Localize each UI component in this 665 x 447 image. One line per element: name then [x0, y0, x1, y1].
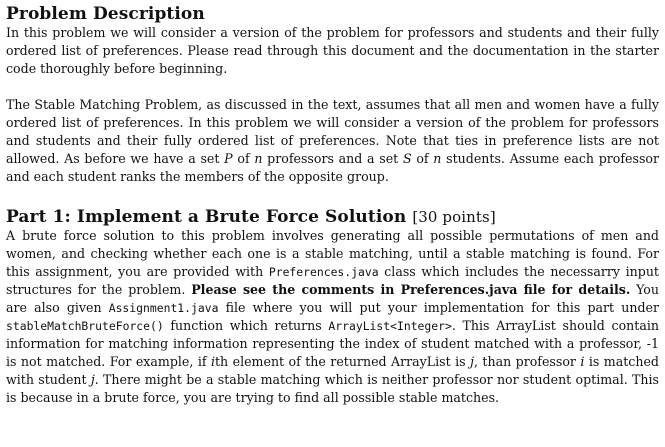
code-preferences-java: Preferences.java: [268, 265, 379, 279]
brute-force-paragraph: A brute force solution to this problem involves generating all possible permutations of men and women, and checking whether each one is a stable matching, until a stable matching is found. For this assignment, you are provided with Preferences.java class which includes the necessarry input structures for the problem. Please see the comments in Preferences.java file for details. You are also given Assignment1.java file where you will put your implementation for this part under stableMatchBruteForce() function which returns ArrayList<Integer>. This ArrayList should contain information for matching information representing the index of student matched with a professor, -1 is not matched. For example, if ith element of the returned ArrayList is j, than professor i is matched with student j. There might be a stable matching which is neither professor nor student optimal. This is because in a brute force, you are trying to find all possible stable matches.: [6, 228, 659, 405]
paragraph-spacer: [6, 78, 659, 96]
code-return-type: ArrayList<Integer>: [328, 319, 452, 333]
code-function-name: stableMatchBruteForce(): [6, 319, 164, 333]
points-label: [30 points]: [412, 208, 496, 226]
part1-heading: Part 1: Implement a Brute Force Solution [30 points]: [6, 207, 496, 227]
intro-paragraph: In this problem we will consider a version of the problem for professors and students and their fully ordered list of preferences. Please read through this document and the documentation in the starter code thoroughly before beginning.: [6, 25, 659, 76]
section-spacer: [6, 186, 659, 207]
bold-note: Please see the comments in Preferences.java file for details.: [191, 282, 631, 297]
code-assignment1-java: Assignment1.java: [108, 301, 219, 315]
var-j: j: [90, 372, 95, 387]
var-j: j: [470, 354, 474, 369]
var-n: n: [433, 151, 442, 166]
var-i: i: [210, 354, 215, 369]
stable-matching-paragraph: The Stable Matching Problem, as discussed in the text, assumes that all men and women have a fully ordered list of preferences. In this problem we will consider a version of the problem for professors and students and their fully ordered list of preferences. Note that ties in preference lists are not allowed. As before we have a set P of n professors and a set S of n students. Assume each professor and each student ranks the members of the opposite group.: [6, 97, 660, 184]
var-n: n: [254, 151, 263, 166]
problem-description-heading: Problem Description: [6, 4, 205, 24]
var-i: i: [580, 354, 585, 369]
var-s: S: [402, 151, 412, 166]
var-p: P: [224, 151, 233, 166]
